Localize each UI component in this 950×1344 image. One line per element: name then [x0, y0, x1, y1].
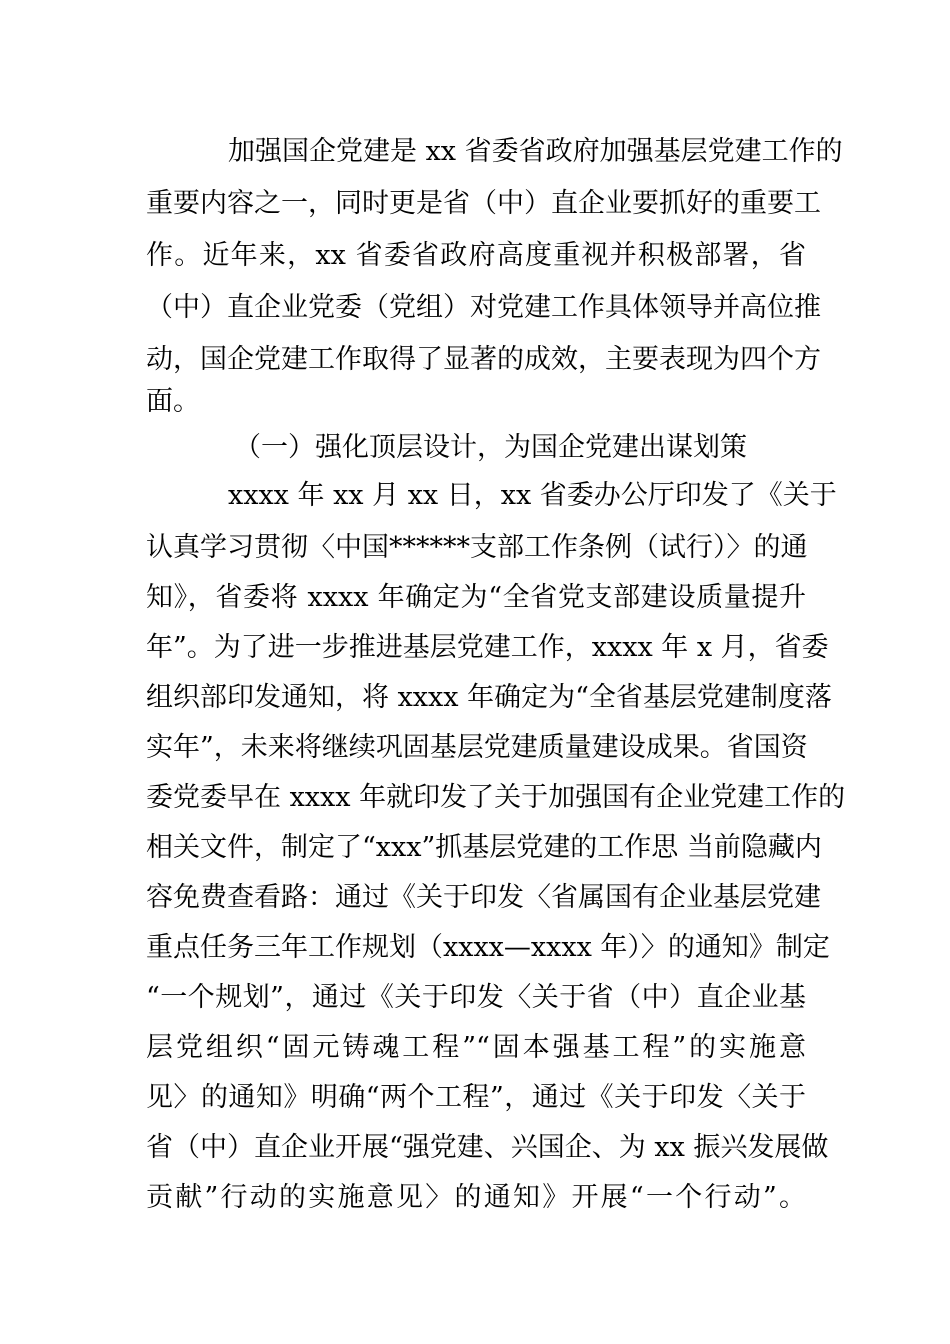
section-heading: （一）强化顶层设计，为国企党建出谋划策	[234, 432, 747, 463]
paragraph-2-line-13: 见〉的通知》明确“两个工程”，通过《关于印发〈关于	[146, 1082, 806, 1113]
paragraph-2-line-14: 省（中）直企业开展“强党建、兴国企、为 xx 振兴发展做	[146, 1132, 829, 1163]
paragraph-2-line-11: “一个规划”，通过《关于印发〈关于省（中）直企业基	[146, 982, 806, 1013]
paragraph-2-line-6: 实年”，未来将继续巩固基层党建质量建设成果。省国资	[146, 732, 808, 763]
paragraph-1-line-1: 加强国企党建是 xx 省委省政府加强基层党建工作的	[228, 136, 843, 167]
paragraph-1-line-5: 动，国企党建工作取得了显著的成效，主要表现为四个方	[146, 344, 821, 375]
paragraph-2-line-3: 知》，省委将 xxxx 年确定为“全省党支部建设质量提升	[146, 582, 806, 613]
paragraph-2-line-2: 认真学习贯彻〈中国******支部工作条例（试行）〉的通	[146, 532, 808, 563]
paragraph-2-line-5: 组织部印发通知，将 xxxx 年确定为“全省基层党建制度落	[146, 682, 832, 713]
paragraph-2-line-8: 相关文件，制定了“xxx”抓基层党建的工作思 当前隐藏内	[146, 832, 822, 863]
paragraph-2-line-9: 容免费查看路：通过《关于印发〈省属国有企业基层党建	[146, 882, 821, 913]
paragraph-2-line-10: 重点任务三年工作规划（xxxx—xxxx 年）〉的通知》制定	[146, 932, 830, 963]
paragraph-1-line-3: 作。近年来，xx 省委省政府高度重视并积极部署，省	[146, 240, 806, 271]
paragraph-2-line-15: 贡献”行动的实施意见〉的通知》开展“一个行动”。	[146, 1182, 806, 1213]
paragraph-2-line-4: 年”。为了进一步推进基层党建工作，xxxx 年 x 月，省委	[146, 632, 829, 663]
paragraph-1-line-6: 面。	[146, 386, 200, 417]
paragraph-1-line-2: 重要内容之一，同时更是省（中）直企业要抓好的重要工	[146, 188, 821, 219]
paragraph-2-line-1: xxxx 年 xx 月 xx 日，xx 省委办公厅印发了《关于	[228, 480, 837, 511]
paragraph-2-line-7: 委党委早在 xxxx 年就印发了关于加强国有企业党建工作的	[146, 782, 846, 813]
paragraph-2-line-12: 层党组织“固元铸魂工程”“固本强基工程”的实施意	[146, 1032, 806, 1063]
paragraph-1-line-4: （中）直企业党委（党组）对党建工作具体领导并高位推	[146, 292, 821, 323]
